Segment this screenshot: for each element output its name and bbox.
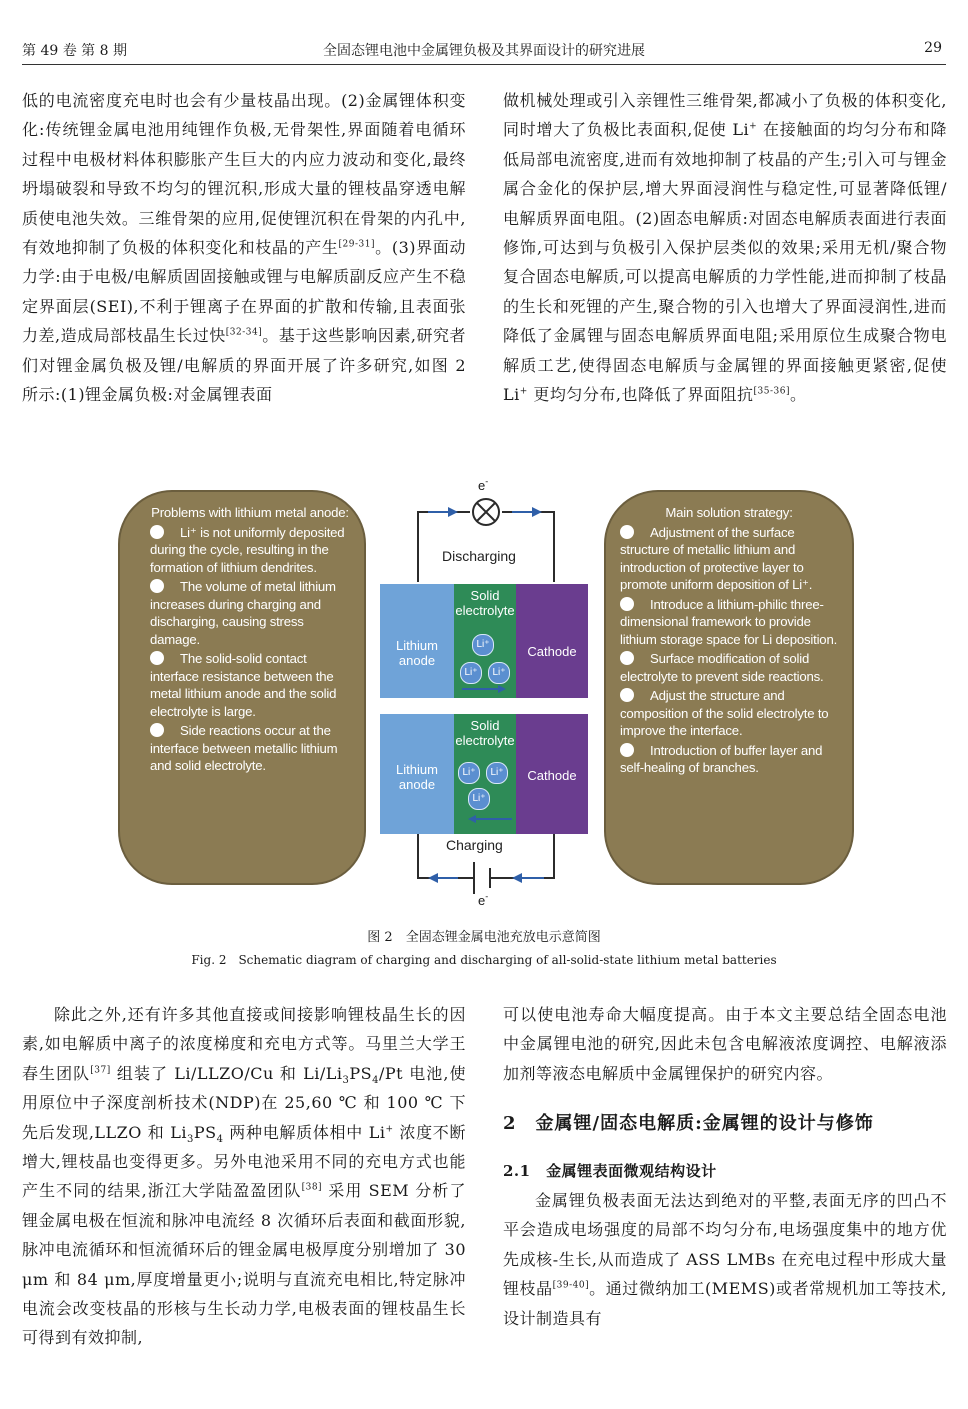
electrolyte-label: Solid electrolyte (455, 718, 515, 748)
solution-item: Introduce a lithium-philic three-dimensional framework to provide lithium storage space for Li deposition. (620, 596, 838, 647)
problem-item: Side reactions occur at the interface between metallic lithium and solid electrolyte. (150, 723, 338, 773)
lithium-ion-icon: Li⁺ (488, 662, 510, 684)
ion-direction-arrow (466, 814, 514, 824)
paragraph: 除此之外,还有许多其他直接或间接影响锂枝晶生长的因素,如电解质中离子的浓度梯度和充电方式等。马里兰大学王春生团队[37] 组装了 Li/LLZO/Cu 和 $Li/Li_3PS_4/Pt$ 电池,使用原位中子深度剖析技术(NDP)在 25,60 ℃ 和 100 ℃ 下先后发现,LLZO 和 $Li_3PS_4$ 两种电解质体相中 Li+ 浓度不断增大,锂枝晶也变得更多。另外电池采用不同的充电方式也能产生不同的结果,浙江大学陆盈盈团队[38] 采用 SEM 分析了锂金属电极在恒流和脉冲电流经 8 次循环后表面和截面形貌,脉冲电流循环和恒流循环后的锂金属电极厚度分别增加了 30 μm 和 84 μm,厚度增量更小;说明与直流充电相比,特定脉冲电流会改变枝晶的形核与生长动力学,电极表面的锂枝晶生长可得到有效抑制, (22, 1005, 466, 1348)
citation: [38] (301, 1183, 323, 1194)
paragraph: 金属锂负极表面无法达到绝对的平整,表面无序的凹凸不平会造成电场强度的局部不均匀分布,电场强度集中的地方优先成核-生长,从而造成了 ASS LMBs 在充电过程中形成大量锂枝晶[39-40]。通过微纳加工(MEMS)或者常规机加工等技术,设计制造具有 (503, 1191, 947, 1328)
citation: [37] (90, 1065, 111, 1076)
figure-caption-cn: 图 2 全固态锂金属电池充放电示意简图 (367, 930, 601, 945)
figure-2 (112, 478, 856, 910)
cathode-label: Cathode (527, 768, 577, 783)
solution-item: Introduction of buffer layer and self-healing of branches. (620, 742, 823, 775)
anode-label: Lithium anode (396, 638, 438, 668)
journal-title: 全固态锂电池中金属锂负极及其界面设计的研究进展 (323, 43, 645, 59)
solutions-title: Main solution strategy: (665, 505, 793, 520)
cathode-label: Cathode (527, 644, 577, 659)
solution-item: Surface modification of solid electrolyte to prevent side reactions. (620, 651, 824, 684)
volume-issue: 第 49 卷 第 8 期 (22, 43, 127, 59)
paragraph: 可以使电池寿命大幅度提高。由于本文主要总结全固态电池中金属锂电池的研究,因此未包含电解液浓度调控、电解液添加剂等液态电解质中金属锂保护的研究内容。 (503, 1005, 947, 1083)
subsection-heading: 2.1 金属锂表面微观结构设计 (503, 1161, 717, 1180)
electron-label-top: e- (478, 476, 489, 493)
lithium-ion-icon: Li⁺ (460, 662, 482, 684)
bulb-icon (468, 498, 504, 528)
charging-label: Charging (446, 837, 503, 853)
lithium-ion-icon: Li⁺ (458, 762, 480, 784)
lithium-ion-icon: Li⁺ (472, 634, 494, 656)
problem-item: The volume of metal lithium increases during charging and discharging, causing stress damage. (150, 579, 336, 647)
lithium-ion-icon: Li⁺ (486, 762, 508, 784)
solution-item: Adjust the structure and composition of the solid electrolyte to improve the interface. (620, 688, 829, 738)
discharging-label: Discharging (442, 548, 516, 564)
citation: [35-36] (753, 386, 790, 397)
solution-item: Adjustment of the surface structure of metallic lithium and introduction of protective layer to promote uniform deposition of Li⁺. (620, 524, 813, 592)
top-right-column (503, 86, 947, 409)
citation: [29-31] (338, 239, 376, 250)
lithium-ion-icon: Li⁺ (468, 788, 490, 810)
page-number: 29 (924, 40, 942, 56)
electrolyte-label: Solid electrolyte (455, 588, 515, 618)
top-left-column (22, 86, 466, 409)
bottom-left-column (22, 1000, 466, 1353)
ion-direction-arrow (460, 684, 508, 694)
bottom-right-column (503, 1000, 947, 1333)
paragraph: 低的电流密度充电时也会有少量枝晶出现。(2)金属锂体积变化:传统锂金属电池用纯锂作负极,无骨架性,界面随着电循环过程中电极材料体积膨胀产生巨大的内应力波动和变化,最终坍塌破裂和导致不均匀的锂沉积,形成大量的锂枝晶穿透电解质使电池失效。三维骨架的应用,促使锂沉积在骨架的内孔中,有效地抑制了负极的体积变化和枝晶的产生[29-31]。(3)界面动力学:由于电极/电解质固固接触或锂与电解质副反应产生不稳定界面层(SEI),不利于锂离子在界面的扩散和传输,且表面张力差,造成局部枝晶生长过快[32-34]。基于这些影响因素,研究者们对锂金属负极及锂/电解质的界面开展了许多研究,如图 2 所示:(1)锂金属负极:对金属锂表面 (22, 91, 466, 405)
figure-caption-en: Fig. 2 Schematic diagram of charging and discharging of all-solid-state lithium metal batteries (191, 953, 777, 967)
problem-item: Li⁺ is not uniformly deposited during the cycle, resulting in the formation of lithium dendrites. (150, 524, 345, 575)
cathode-block (516, 584, 588, 698)
citation: [39-40] (552, 1280, 590, 1291)
citation: [32-34] (225, 327, 263, 338)
problem-item: The solid-solid contact interface resistance between the metal lithium anode and the solid electrolyte is large. (150, 651, 337, 719)
electron-label-bottom: e- (478, 891, 489, 908)
problems-title: Problems with lithium metal anode: (151, 505, 349, 520)
paragraph: 做机械处理或引入亲锂性三维骨架,都减小了负极的体积变化,同时增大了负极比表面积,促使 Li+ 在接触面的均匀分布和降低局部电流密度,进而有效地抑制了枝晶的产生;引入可与锂金属合金化的保护层,增大界面浸润性与稳定性,可显著降低锂/电解质界面电阻。(2)固态电解质:对固态电解质表面进行表面修饰,可达到与负极引入保护层类似的效果;采用无机/聚合物复合固态电解质,可以提高电解质的力学性能,进而抑制了枝晶的生长和死锂的产生,聚合物的引入也增大了界面浸润性,进而降低了金属锂与固态电解质界面电阻;采用原位生成聚合物电解质工艺,使得固态电解质与金属锂的界面接触更紧密,促使 Li+ 更均匀分布,也降低了界面阻抗[35-36]。 (503, 91, 947, 405)
anode-label: Lithium anode (396, 762, 438, 792)
section-heading: 2 金属锂/固态电解质:金属锂的设计与修饰 (503, 1113, 874, 1135)
running-header (22, 38, 946, 65)
